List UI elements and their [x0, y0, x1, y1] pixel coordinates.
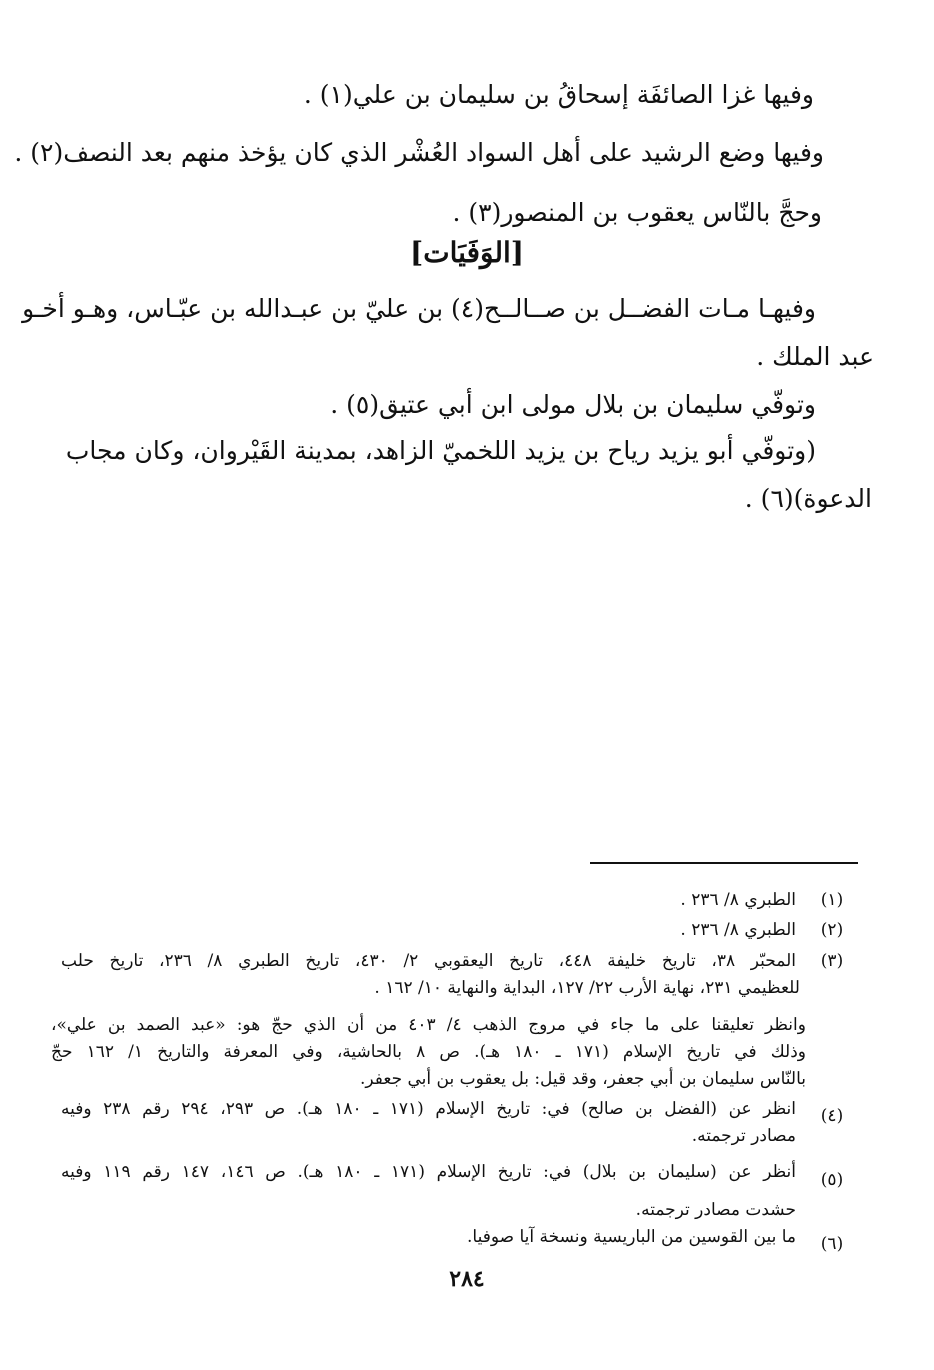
- section-heading: [الوَفَيَات]: [410, 236, 524, 269]
- footnote-line: حشدت مصادر ترجمته.: [635, 1200, 796, 1220]
- body-line-5: عبد الملك .: [756, 342, 874, 371]
- page-number: ٢٨٤: [449, 1266, 485, 1292]
- body-line-7: (وتوفّي أبو يزيد رياح بن يزيد اللخميّ الزاهد، بمدينة القَيْروان، وكان مجاب: [65, 436, 816, 465]
- footnote-number: (٤): [820, 1106, 844, 1126]
- footnote-line: للعظيمي ٢٣١، نهاية الأرب ٢٢/ ١٢٧، البداية والنهاية ١٠/ ١٦٢ .: [374, 978, 800, 998]
- body-line-3: وحجَّ بالنّاس يعقوب بن المنصور(٣) .: [452, 198, 822, 227]
- body-line-2: وفيها وضع الرشيد على أهل السواد العُشْر الذي كان يؤخذ منهم بعد النصف(٢) .: [14, 138, 824, 167]
- footnote-line: انظر عن (الفضل بن صالح) في: تاريخ الإسلام (١٧١ ـ ١٨٠ هـ). ص ٢٩٣، ٢٩٤ رقم ٢٣٨ وفيه: [61, 1099, 797, 1119]
- body-line-8: الدعوة)(٦) .: [744, 484, 872, 513]
- footnote-divider: [590, 862, 858, 864]
- footnote-line: مصادر ترجمته.: [691, 1126, 796, 1146]
- footnote-line: الطبري ٨/ ٢٣٦ .: [680, 890, 796, 910]
- footnote-number: (١): [820, 890, 844, 910]
- body-line-1: وفيها غزا الصائفَة إسحاقُ بن سليمان بن علي(١) .: [303, 80, 814, 109]
- footnote-line: ما بين القوسين من الباريسية ونسخة آيا صوفيا.: [466, 1227, 796, 1247]
- footnote-number: (٦): [820, 1234, 844, 1254]
- body-line-6: وتوفّي سليمان بن بلال مولى ابن أبي عتيق(٥) .: [330, 390, 816, 419]
- footnote-line: المحبّر ٣٨، تاريخ خليفة ٤٤٨، تاريخ اليعقوبي ٢/ ٤٣٠، تاريخ الطبري ٨/ ٢٣٦، تاريخ حلب: [61, 951, 796, 971]
- footnote-line: بالنّاس سليمان بن أبي جعفر، وقد قيل: بل يعقوب بن أبي جعفر.: [360, 1069, 806, 1089]
- footnote-line: وذلك في تاريخ الإسلام (١٧١ ـ ١٨٠ هـ). ص ٨ بالحاشية، وفي المعرفة والتاريخ ١/ ١٦٢ حجّ: [51, 1042, 806, 1062]
- body-line-4: وفيهـا مـات الفضــل بن صــالــح(٤) بن عليّ بن عبـدالله بن عبّـاس، وهـو أخـو: [22, 294, 816, 323]
- footnote-line: الطبري ٨/ ٢٣٦ .: [680, 920, 796, 940]
- footnote-number: (٣): [820, 951, 844, 971]
- footnote-number: (٢): [820, 920, 844, 940]
- footnote-line: أنظر عن (سليمان بن بلال) في: تاريخ الإسلام (١٧١ ـ ١٨٠ هـ). ص ١٤٦، ١٤٧ رقم ١١٩ وفيه: [61, 1162, 796, 1182]
- footnote-number: (٥): [820, 1170, 844, 1190]
- footnote-line: وانظر تعليقنا على ما جاء في مروج الذهب ٤/ ٤٠٣ من أن الذي حجّ هو: «عبد الصمد بن علي»،: [51, 1015, 806, 1035]
